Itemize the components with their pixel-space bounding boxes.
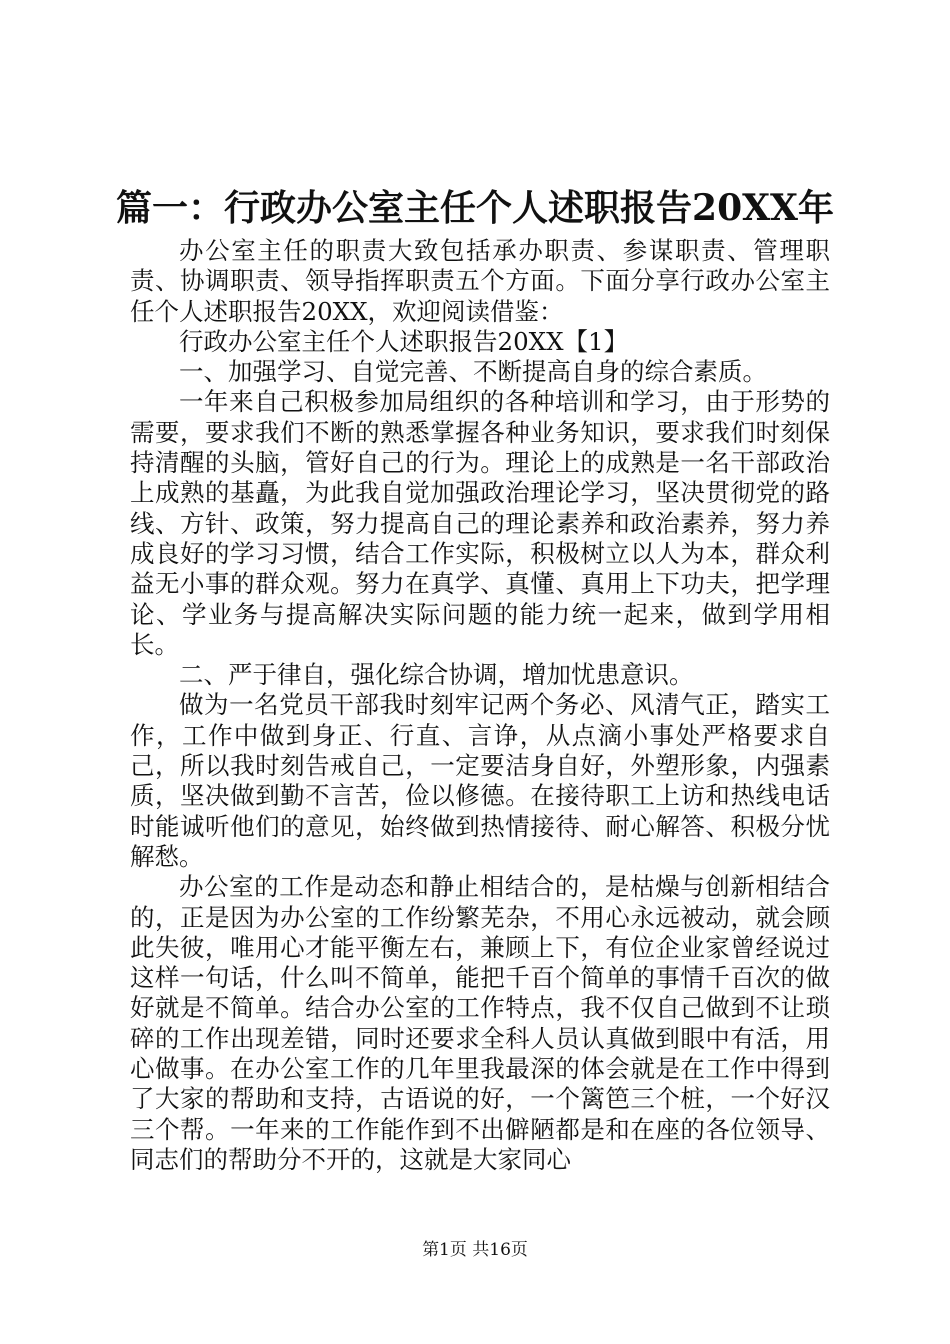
body-paragraph: 做为一名党员干部我时刻牢记两个务必、风清气正，踏实工作，工作中做到身正、行直、言诤，从点滴小事处严格要求自己，所以我时刻告戒自己，一定要洁身自好，外塑形象，内强素质，坚决做到勤不言苦，俭以修德。在接待职工上访和热线电话时能诚听他们的意见，始终做到热情接待、耐心解答、积极分忧解愁。 [130,690,830,871]
section-heading-1: 一、加强学习、自觉完善、不断提高自身的综合素质。 [179,357,767,387]
report-subtitle: 行政办公室主任个人述职报告20XX【1】 [179,326,629,356]
page-number-footer: 第1页 共16页 [422,1240,528,1260]
document-body [130,236,830,1175]
section-heading-2: 二、严于律自，强化综合协调，增加忧患意识。 [179,660,694,690]
body-paragraph: 一年来自己积极参加局组织的各种培训和学习，由于形势的需要，要求我们不断的熟悉掌握各种业务知识，要求我们时刻保持清醒的头脑，管好自己的行为。理论上的成熟是一名干部政治上成熟的基矗，为此我自觉加强政治理论学习，坚决贯彻党的路线、方针、政策，努力提高自己的理论素养和政治素养，努力养成良好的学习习惯，结合工作实际，积极树立以人为本，群众利益无小事的群众观。努力在真学、真懂、真用上下功夫，把学理论、学业务与提高解决实际问题的能力统一起来，做到学用相长。 [130,387,830,659]
intro-paragraph: 办公室主任的职责大致包括承办职责、参谋职责、管理职责、协调职责、领导指挥职责五个方面。下面分享行政办公室主任个人述职报告20XX，欢迎阅读借鉴： [130,236,830,326]
body-paragraph: 办公室的工作是动态和静止相结合的，是枯燥与创新相结合的，正是因为办公室的工作纷繁芜杂，不用心永远被动，就会顾此失彼，唯用心才能平衡左右，兼顾上下，有位企业家曾经说过这样一句话，什么叫不简单，能把千百个简单的事情千百次的做好就是不简单。结合办公室的工作特点，我不仅自己做到不让琐碎的工作出现差错，同时还要求全科人员认真做到眼中有活，用心做事。在办公室工作的几年里我最深的体会就是在工作中得到了大家的帮助和支持，古语说的好，一个篱笆三个桩，一个好汉三个帮。一年来的工作能作到不出僻陋都是和在座的各位领导、同志们的帮助分不开的，这就是大家同心 [130,872,830,1174]
document-title: 篇一：行政办公室主任个人述职报告20XX年 [116,187,834,229]
